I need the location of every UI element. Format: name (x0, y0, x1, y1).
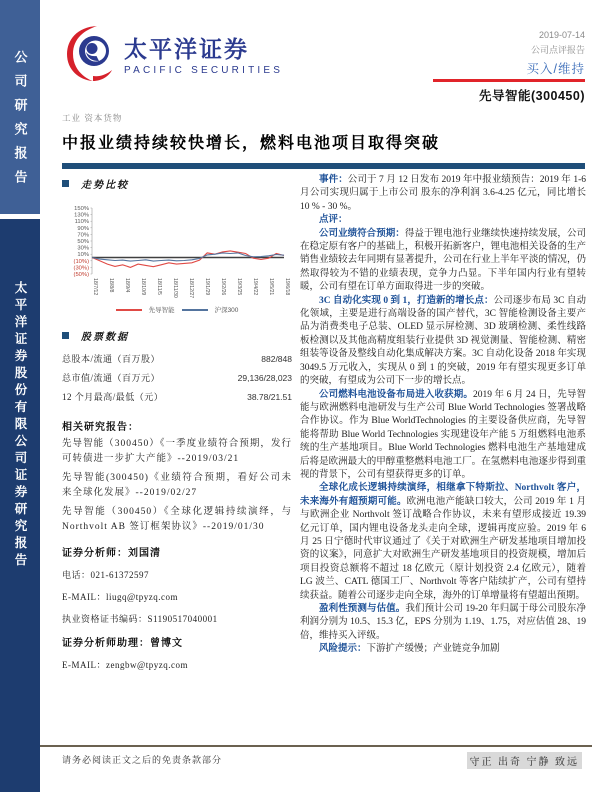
brand-text (124, 31, 283, 76)
comment-paragraph (300, 482, 586, 603)
svg-text:(30%): (30%) (73, 265, 89, 272)
main-text-column (300, 174, 586, 657)
paragraph-heading: 3C 自动化实现 0 到 1，打造新的增长点： (319, 295, 494, 306)
table-row (62, 390, 292, 409)
paragraph-text: 2019 年 6 月 24 日，先导智能与欧洲燃料电池研发与生产公司 Blue World Technologies 签署战略合作协议。作为 Blue WorldTechnologies 的主要设备供应商，先导智能将帮助 Blue World Technologies 实现建设年产能 5 万组燃料电池系统的生产基地项目。Blue World Technologies 燃料电池生产基地建成后将是欧洲最大的甲醇重整燃料电池工厂。在氢燃料电池逐步得到重视的背景下，公司有望获得更多的订单。 (300, 389, 586, 480)
sidebar-company-label: 太平洋证券股份有限公司证券研究报告 (13, 281, 27, 570)
title-divider-bar (62, 163, 585, 169)
legend-label-index: 沪深300 (214, 307, 239, 314)
svg-text:110%: 110% (74, 219, 89, 226)
svg-text:19/6/18: 19/6/18 (284, 278, 290, 296)
paragraph-text: 公司逐步布局 3C 自动化领域，主要是进行高端设备的国产替代，3C 智能检测设备主要产品为消费类电子总装、OLED 显示屏检测、3D 玻璃检测、柔性线路板检测以及其他高精度组装行业提供 3D 视觉测量、智能检测、精密组装等设备及整线自动化集成解决方案。3C 自动化设备 2018 年实现 3049.5 万元收入，实现从 0 到 1 的突破，2019 年有望实现更多订单的突破，有望成为公司下一步的增长点。 (300, 295, 586, 387)
square-bullet-icon (62, 332, 69, 339)
industry-breadcrumb: 工业 资本货物 (62, 113, 123, 123)
risk-heading: 风险提示： (319, 644, 367, 655)
svg-text:19/5/21: 19/5/21 (268, 278, 274, 296)
brand-block (64, 24, 283, 82)
comment-label-line (300, 214, 586, 227)
paragraph-text: 欧洲电池产能缺口较大，公司 2019 年 1 月与欧洲企业 Northvolt 签订战略合作协议，未来有望形成接近 19.39 亿元订单，国内锂电设备龙头走向全球，逻辑再度应验。2019 年 6 月 25 日宁德时代审议通过了《关于对欧洲生产研发基地项目增加投资的议案》，同意扩大对欧洲生产研发基地项目的投资规模，增加后项目投资总额将不超过 18 亿欧元（原计划投资 2.4 亿欧元），随着 LG 波兰、CATL 德国工厂、Northvolt 等客户陆续扩产，公司有望持续获益。随着公司逐步走向全球，海外的订单增量将有望超出预期。 (300, 496, 586, 601)
report-date: 2019-07-14 (538, 30, 585, 40)
analyst-phone: 电话：021-61372597 (62, 570, 149, 580)
trend-heading-label: 走势比较 (81, 180, 129, 191)
stock-row-label: 总市值/流通（百万元） (62, 373, 161, 383)
stock-row-label: 12 个月最高/最低（元） (62, 392, 164, 402)
comment-label: 点评： (319, 215, 348, 226)
risk-text: 下游扩产缓慢；产业链竞争加剧 (366, 644, 500, 655)
paragraph-heading: 公司燃料电池设备布局进入收获期。 (319, 389, 473, 400)
event-paragraph (300, 174, 586, 214)
square-bullet-icon (62, 180, 69, 187)
event-text: 公司于 7 月 12 日发布 2019 年中报业绩预告：2019 年 1-6 月公司实现归属于上市公司 股东的净利润 3.6-4.25 亿元，同比增长 10 % - 30 %。 (300, 175, 586, 212)
svg-text:18/9/4: 18/9/4 (124, 278, 130, 293)
analyst-heading: 证券分析师：刘国清 (62, 548, 161, 559)
trend-comparison-chart (62, 203, 292, 305)
svg-text:130%: 130% (74, 212, 89, 219)
stock-data-heading-label: 股票数据 (81, 332, 129, 343)
comment-paragraph (300, 295, 586, 389)
sidebar-top-band (0, 0, 40, 214)
comment-paragraph (300, 228, 586, 295)
risk-paragraph (300, 643, 586, 656)
sidebar-bottom-band (0, 219, 40, 792)
analyst-email: E-MAIL：liugq@tpyzq.com (62, 592, 179, 602)
footer-disclaimer: 请务必阅读正文之后的免责条款部分 (62, 755, 223, 765)
table-row (62, 352, 292, 371)
comment-paragraph (300, 389, 586, 483)
related-report-item: 先导智能（300450）《全球化逻辑持续演绎，与 Northvolt AB 签订框架协议》--2019/01/30 (62, 507, 292, 532)
paragraph-heading: 全球化成长逻辑持续演绎，相继拿下特斯拉、Northvolt 客户，未来海外有超预期可能。 (300, 483, 586, 507)
svg-text:18/7/12: 18/7/12 (92, 278, 98, 296)
chart-legend (62, 305, 292, 314)
stock-row-value: 882/848 (261, 354, 292, 364)
rating-underline (433, 79, 585, 82)
paragraph-text: 我们预计公司 19-20 年归属于母公司股东净利润分别为 10.5、15.3 亿，EPS 分别为 1.19、1.75，对应估值 28、19 倍，维持买入评级。 (300, 604, 586, 641)
svg-text:19/1/29: 19/1/29 (204, 278, 210, 296)
svg-text:150%: 150% (74, 206, 89, 212)
svg-text:(10%): (10%) (73, 258, 89, 265)
svg-text:50%: 50% (77, 239, 89, 245)
event-label: 事件： (319, 175, 348, 185)
trend-section-heading (62, 176, 292, 191)
svg-text:18/11/5: 18/11/5 (156, 278, 162, 295)
svg-text:19/2/26: 19/2/26 (220, 278, 226, 296)
svg-text:19/3/25: 19/3/25 (236, 278, 242, 296)
stock-data-section-heading (62, 328, 292, 343)
left-column (62, 176, 292, 671)
stock-name-code: 先导智能(300450) (478, 89, 585, 103)
svg-text:18/8/8: 18/8/8 (108, 278, 114, 293)
stock-row-label: 总股本/流通（百万股） (62, 354, 161, 364)
svg-text:90%: 90% (77, 225, 89, 232)
paragraph-text: 得益于锂电池行业继续快速持续发展，公司在稳定原有客户的基础上，积极开拓新客户，锂电池相关设备的生产销售业绩较去年同期有显著提升，公司在行业上半年平淡的情况，仍然取得较为不错的业绩表现，竞争力凸显。下半年国内行业有望转暖，公司有望在订单方面取得进一步的突破。 (300, 228, 586, 293)
paragraph-heading: 公司业绩符合预期： (319, 228, 405, 239)
svg-text:19/4/22: 19/4/22 (252, 278, 258, 296)
assistant-analyst-email: E-MAIL：zengbw@tpyzq.com (62, 660, 189, 670)
svg-text:18/11/30: 18/11/30 (172, 278, 178, 298)
svg-text:10%: 10% (77, 252, 89, 259)
svg-text:18/12/27: 18/12/27 (188, 278, 194, 299)
svg-text:30%: 30% (77, 245, 89, 252)
footer-motto: 守正 出奇 宁静 致远 (467, 752, 583, 769)
svg-text:(50%): (50%) (73, 272, 89, 278)
report-title: 中报业绩持续较快增长，燃料电池项目取得突破 (62, 135, 441, 152)
assistant-analyst-heading: 证券分析师助理：曾博文 (62, 638, 183, 649)
paragraph-heading: 盈利性预测与估值。 (319, 604, 406, 614)
stock-row-value: 38.78/21.51 (247, 392, 292, 402)
report-type: 公司点评报告 (530, 45, 585, 55)
analyst-cert-number: 执业资格证书编码：S1190517040001 (62, 614, 218, 624)
stock-data-table (62, 352, 292, 409)
footer-divider-line (40, 745, 592, 747)
sidebar-category-label: 公司研究报告 (12, 50, 28, 194)
svg-text:18/10/9: 18/10/9 (140, 278, 146, 296)
related-report-item: 先导智能（300450）《一季度业绩符合预期，发行可转债进一步扩大产能》--2019/03/21 (62, 439, 292, 464)
legend-line-company-icon (116, 309, 142, 311)
legend-label-company: 先导智能 (148, 307, 175, 314)
stock-row-value: 29,136/28,023 (237, 373, 292, 383)
rating-label: 买入/维持 (526, 62, 585, 76)
table-row (62, 371, 292, 390)
report-meta-block (395, 30, 585, 104)
brand-name-cn: 太平洋证券 (124, 35, 249, 62)
related-reports-heading: 相关研究报告： (62, 422, 139, 433)
related-report-item: 先导智能(300450)《业绩符合预期，看好公司未来全球化发展》--2019/02/27 (62, 473, 292, 498)
legend-line-index-icon (182, 309, 208, 311)
brand-name-en: PACIFIC SECURITIES (124, 64, 284, 76)
comment-paragraph (300, 603, 586, 643)
pacific-securities-logo-icon (64, 24, 116, 82)
svg-text:70%: 70% (77, 232, 89, 239)
